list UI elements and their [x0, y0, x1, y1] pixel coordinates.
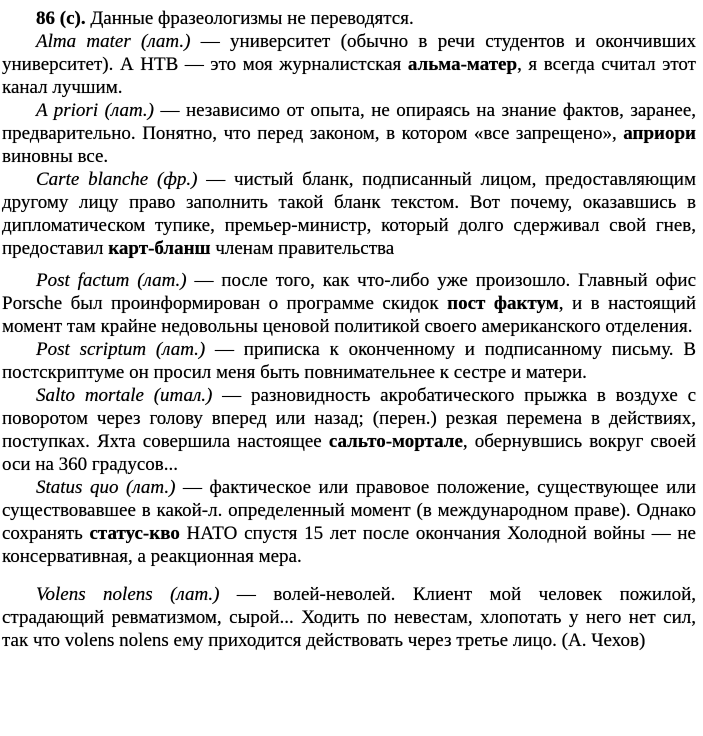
text-segment: Status quo (лат.): [36, 477, 176, 498]
paragraph-alma-mater: [2, 30, 696, 99]
paragraph-post-scriptum: [2, 338, 696, 384]
paragraph-exercise-heading: [2, 7, 696, 30]
paragraph-post-factum: [2, 269, 696, 338]
text-segment: — университет (обычно в речи студентов и окончивших университет). А НТВ — это моя журналистская: [2, 31, 696, 75]
paragraph-status-quo: [2, 476, 696, 568]
text-segment: сальто-мортале: [328, 431, 463, 452]
paragraph-a-priori: [2, 99, 696, 168]
text-segment: Salto mortale (итал.): [36, 385, 213, 406]
text-segment: — чистый бланк, подписанный лицом, предоставляющим другому лицу право заполнить такой бланк текстом. Вот почему, оказавшись в дипломатическом тупике, премьер-министр, который долго сдерживал свой гнев, предоставил: [2, 169, 696, 259]
text-segment: пост фактум: [447, 293, 559, 314]
text-segment: 86 (с).: [36, 8, 86, 29]
text-segment: НАТО спустя 15 лет после окончания Холодной войны — не консервативная, а реакционная мера.: [2, 523, 696, 567]
text-segment: карт-бланш: [108, 238, 211, 259]
text-segment: , и в настоящий момент там крайне недовольны ценовой политикой своего американского отделения.: [2, 293, 696, 337]
text-segment: — независимо от опыта, не опираясь на знание фактов, заранее, предварительно. Понятно, что перед законом, в котором «все запрещено»,: [2, 100, 697, 144]
text-segment: , я всегда считал этот канал лучшим.: [2, 54, 696, 98]
paragraph-volens-nolens: [2, 583, 696, 652]
text-segment: членам правительства: [210, 238, 395, 259]
text-segment: виновны все.: [2, 146, 109, 167]
text-segment: статус-кво: [89, 523, 180, 544]
text-segment: Post factum (лат.): [36, 270, 187, 291]
text-segment: — волей-неволей. Клиент мой человек пожилой, страдающий ревматизмом, сырой... Ходить по невестам, хлопотать у него нет сил, так что volens nolens ему приходится действовать через третье лицо. (А. Чехов): [2, 584, 696, 651]
text-segment: Данные фразеологизмы не переводятся.: [85, 8, 414, 29]
text-segment: — после того, как что-либо уже произошло. Главный офис Porsche был проинформирован о программе скидок: [2, 270, 696, 314]
text-segment: — разновидность акробатического прыжка в воздухе с поворотом через голову вперед или назад; (перен.) резкая перемена в действиях, поступках. Яхта совершила настоящее: [2, 385, 696, 452]
text-segment: — приписка к оконченному и подписанному письму. В постскриптуме он просил меня быть повнимательнее к сестре и матери.: [2, 339, 697, 383]
text-segment: Alma mater (лат.): [36, 31, 191, 52]
text-segment: Carte blanche (фр.): [36, 169, 198, 190]
text-segment: A priori (лат.): [36, 100, 154, 121]
text-segment: априори: [623, 123, 696, 144]
text-segment: , обернувшись вокруг своей оси на 360 градусов...: [2, 431, 696, 475]
paragraph-salto-mortale: [2, 384, 696, 476]
text-segment: — фактическое или правовое положение, существующее или существовавшее в какой-л. определенный момент (в международном праве). Однако сохранять: [2, 477, 696, 544]
paragraph-carte-blanche: [2, 168, 696, 260]
text-segment: Volens nolens (лат.): [36, 584, 220, 605]
text-body: [2, 7, 696, 652]
text-segment: Post scriptum (лат.): [36, 339, 206, 360]
text-segment: альма-матер: [407, 54, 518, 75]
